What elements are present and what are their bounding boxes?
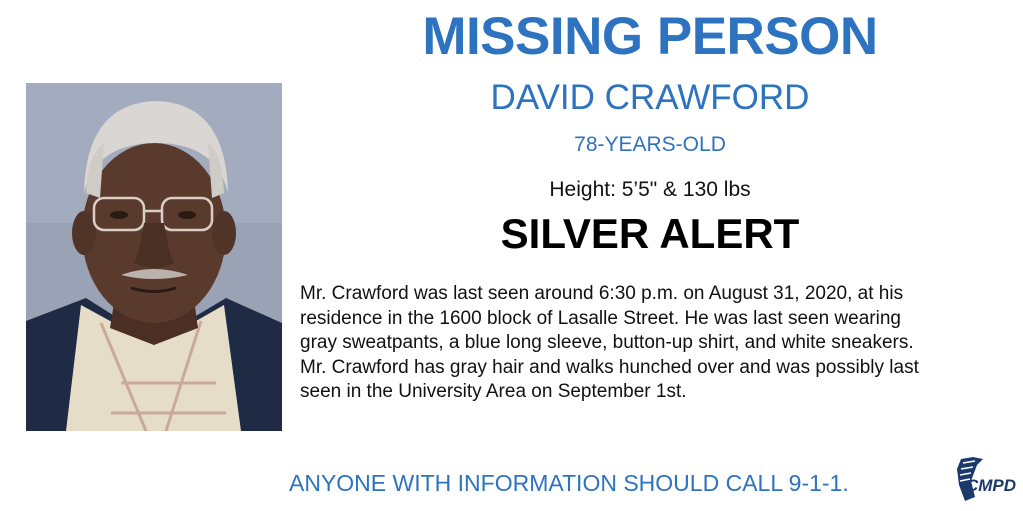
call-to-action: ANYONE WITH INFORMATION SHOULD CALL 9-1-1.: [289, 470, 849, 496]
cmpd-logo: [953, 455, 1017, 505]
person-height-weight: Height: 5’5" & 130 lbs: [549, 178, 751, 201]
description-line: Mr. Crawford was last seen around 6:30 p.m. on August 31, 2020, at his: [300, 283, 904, 304]
description-line: Mr. Crawford has gray hair and walks hunched over and was possibly last: [300, 356, 919, 378]
description-line: gray sweatpants, a blue long sleeve, button-up shirt, and white sneakers.: [300, 332, 914, 353]
missing-person-photo: [26, 83, 282, 431]
page-title: MISSING PERSON: [422, 7, 878, 66]
person-age: 78-YEARS-OLD: [574, 133, 726, 156]
person-name: DAVID CRAWFORD: [490, 78, 810, 117]
description-line: seen in the University Area on September 1st.: [300, 381, 687, 402]
logo-text: CMPD: [965, 476, 1017, 495]
alert-type: SILVER ALERT: [500, 210, 800, 257]
description-line: residence in the 1600 block of Lasalle Street. He was last seen wearing: [300, 307, 901, 329]
description: [300, 282, 1023, 405]
